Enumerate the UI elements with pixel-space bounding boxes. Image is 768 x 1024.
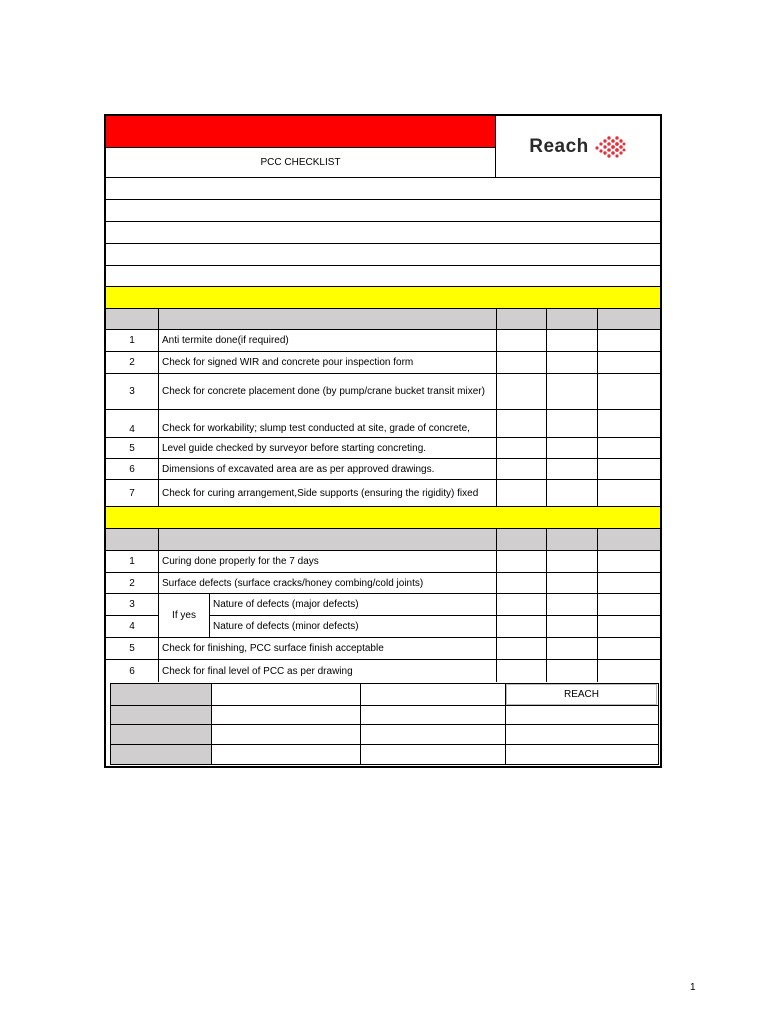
section-2-header-row xyxy=(106,529,660,551)
if-yes-label: If yes xyxy=(159,594,210,637)
signature-block xyxy=(110,683,659,765)
logo-dots-icon xyxy=(593,134,627,160)
info-row xyxy=(106,200,660,222)
info-row xyxy=(106,244,660,266)
signature-row xyxy=(111,706,658,725)
document-title: PCC CHECKLIST xyxy=(106,148,496,178)
signature-header-row xyxy=(111,684,658,706)
table-row: 5 Level guide checked by surveyor before starting concreting. xyxy=(106,438,660,459)
section-1-header-row xyxy=(106,309,660,330)
reach-logo xyxy=(496,116,660,178)
table-row: 4 Check for workability; slump test conducted at site, grade of concrete, xyxy=(106,410,660,438)
table-row: 6 Dimensions of excavated area are as per approved drawings. xyxy=(106,459,660,480)
reach-column-label: REACH xyxy=(506,684,657,705)
section-2-band xyxy=(106,507,660,529)
section-1-band xyxy=(106,287,660,309)
table-row: 6 Check for final level of PCC as per drawing xyxy=(106,660,660,682)
table-row: 1 Curing done properly for the 7 days xyxy=(106,551,660,573)
info-row xyxy=(106,266,660,287)
table-row: 7 Check for curing arrangement,Side supports (ensuring the rigidity) fixed xyxy=(106,480,660,507)
table-row: 1 Anti termite done(if required) xyxy=(106,330,660,352)
signature-row xyxy=(111,745,658,764)
logo-text: Reach xyxy=(529,135,589,157)
table-row: 2 Surface defects (surface cracks/honey combing/cold joints) xyxy=(106,573,660,594)
table-row: 3 Check for concrete placement done (by pump/crane bucket transit mixer) xyxy=(106,374,660,410)
table-row: 2 Check for signed WIR and concrete pour inspection form xyxy=(106,352,660,374)
signature-row xyxy=(111,725,658,745)
defects-group: 3 4 If yes Nature of defects (major defects) Nature of defects (minor defects) xyxy=(106,594,660,638)
page-number: 1 xyxy=(690,982,696,993)
info-row xyxy=(106,222,660,244)
table-row: 5 Check for finishing, PCC surface finish acceptable xyxy=(106,638,660,660)
header-red-band xyxy=(106,116,496,148)
checklist-sheet xyxy=(104,114,662,768)
info-row xyxy=(106,178,660,200)
